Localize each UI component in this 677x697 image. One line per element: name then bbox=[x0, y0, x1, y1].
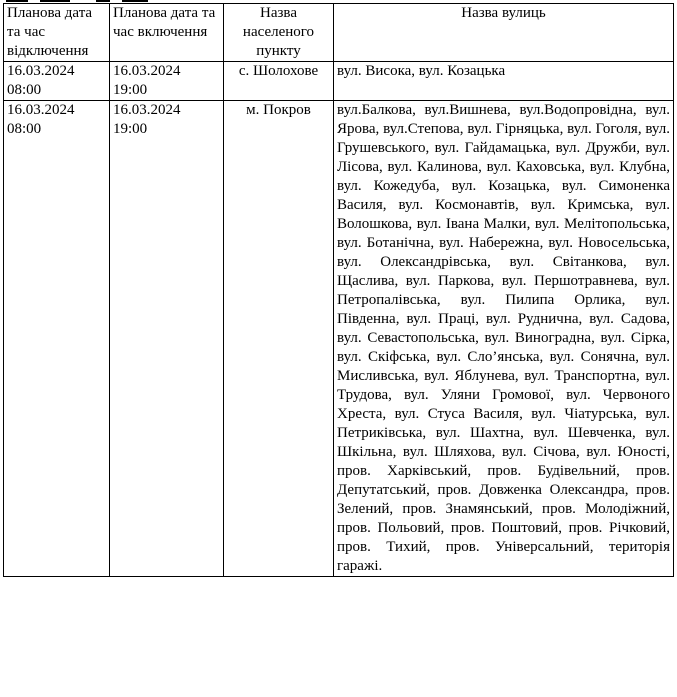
off-time: 08:00 bbox=[7, 82, 42, 98]
table-row bbox=[4, 62, 674, 101]
header-off-datetime: Планова дата та час відключення bbox=[4, 4, 110, 62]
streets-cell: вул. Висока, вул. Козацька bbox=[334, 62, 674, 101]
on-datetime-cell bbox=[110, 62, 224, 101]
table-row bbox=[4, 101, 674, 577]
settlement-cell: с. Шолохове bbox=[224, 62, 334, 101]
on-time: 19:00 bbox=[113, 82, 148, 98]
header-settlement: Назва населеного пункту bbox=[224, 4, 334, 62]
header-streets: Назва вулиць bbox=[334, 4, 674, 62]
off-datetime-cell bbox=[4, 101, 110, 577]
off-datetime-cell bbox=[4, 62, 110, 101]
on-date: 16.03.2024 bbox=[113, 102, 181, 118]
header-on-datetime: Планова дата та час включення bbox=[110, 4, 224, 62]
on-time: 19:00 bbox=[113, 121, 148, 137]
on-date: 16.03.2024 bbox=[113, 63, 181, 79]
on-datetime-cell bbox=[110, 101, 224, 577]
off-time: 08:00 bbox=[7, 121, 42, 137]
settlement-cell: м. Покров bbox=[224, 101, 334, 577]
outage-schedule-table bbox=[3, 3, 674, 577]
off-date: 16.03.2024 bbox=[7, 102, 75, 118]
off-date: 16.03.2024 bbox=[7, 63, 75, 79]
table-header-row bbox=[4, 4, 674, 62]
streets-cell: вул.Балкова, вул.Вишнева, вул.Водопровідна, вул. Ярова, вул.Степова, вул. Гірняцька, вул. Гоголя, вул. Грушевського, вул. Гайдамацька, вул. Дружби, вул. Лісова, вул. Калинова, вул. Каховська, вул. Клубна, вул. Кожедуба, вул. Козацька, вул. Симоненка Василя, вул. Космонавтів, вул. Кримська, вул. Волошкова, вул. Івана Малки, вул. Мелітопольська, вул. Ботанічна, вул. Набережна, вул. Новосельська, вул. Олександрівська, вул. Світанкова, вул. Щаслива, вул. Паркова, вул. Першотравнева, вул. Петропалівська, вул. Пилипа Орлика, вул. Південна, вул. Праці, вул. Руднична, вул. Садова, вул. Севастопольська, вул. Виноградна, вул. Сірка, вул. Скіфська, вул. Сло’янська, вул. Сонячна, вул. Мисливська, вул. Яблунева, вул. Транспортна, вул. Трудова, вул. Уляни Громової, вул. Червоного Хреста, вул. Стуса Василя, вул. Чіатурська, вул. Петриківська, вул. Шахтна, вул. Шевченка, вул. Шкільна, вул. Шляхова, вул. Січова, вул. Юності, пров. Харківський, пров. Будівельний, пров. Депутатський, пров. Довженка Олександра, пров. Зелений, пров. Знамянський, пров. Молодіжний, пров. Польовий, пров. Поштовий, пров. Річковий, пров. Тихий, пров. Універсальний, територія гаражі. bbox=[334, 101, 674, 577]
